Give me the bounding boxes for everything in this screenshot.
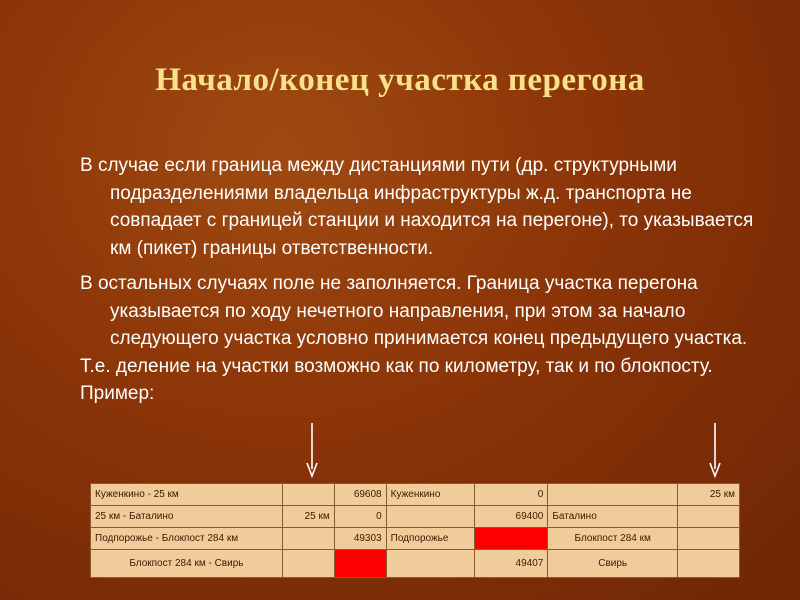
down-arrow-icon: [305, 423, 319, 478]
table-cell: Подпорожье: [386, 528, 474, 550]
paragraph-1: В случае если граница между дистанциями пути (др. структурными подразделениями владельца инфраструктуры ж.д. транспорта не совпадает с границей станции и находится на перегоне), то указывается км (пикет) границы ответственности.: [80, 155, 754, 259]
table-cell: Баталино: [548, 506, 678, 528]
table-cell: 25 км: [282, 506, 334, 528]
table-cell: Свирь: [548, 550, 678, 578]
table-cell: 49303: [334, 528, 386, 550]
table-cell: [678, 528, 740, 550]
down-arrow-icon: [708, 423, 722, 478]
table-cell: 69608: [334, 484, 386, 506]
table-row: [91, 550, 740, 578]
table-cell: 0: [474, 484, 548, 506]
table-cell: 49407: [474, 550, 548, 578]
table-cell: [282, 550, 334, 578]
table-row: [91, 528, 740, 550]
highlighted-cell: [474, 528, 548, 550]
table-cell: Блокпост 284 км: [548, 528, 678, 550]
table-cell: [282, 484, 334, 506]
highlighted-cell: [334, 550, 386, 578]
table-row: [91, 484, 740, 506]
paragraph-2: В остальных случаях поле не заполняется. Граница участка перегона указывается по ходу нечетного направления, при этом за начало следующего участка условно принимается конец предыдущего участка.: [80, 273, 748, 349]
table-cell: 0: [334, 506, 386, 528]
paragraph-3: Т.е. деление на участки возможно как по километру, так и по блокпосту.: [80, 355, 713, 377]
slide-body: [80, 152, 770, 408]
table-cell: [548, 484, 678, 506]
example-table: [90, 483, 740, 578]
table-cell: Блокпост 284 км - Свирь: [91, 550, 283, 578]
table-cell: 25 км - Баталино: [91, 506, 283, 528]
table-cell: [282, 528, 334, 550]
table-cell: [386, 506, 474, 528]
table-cell: [678, 550, 740, 578]
table-cell: 25 км: [678, 484, 740, 506]
table-cell: [386, 550, 474, 578]
table-cell: Подпорожье - Блокпост 284 км: [91, 528, 283, 550]
table-cell: 69400: [474, 506, 548, 528]
table-cell: Куженкино: [386, 484, 474, 506]
slide-title: Начало/конец участка перегона: [155, 62, 645, 98]
table-row: [91, 506, 740, 528]
table-cell: [678, 506, 740, 528]
table-cell: Куженкино - 25 км: [91, 484, 283, 506]
paragraph-4: Пример:: [80, 383, 155, 404]
